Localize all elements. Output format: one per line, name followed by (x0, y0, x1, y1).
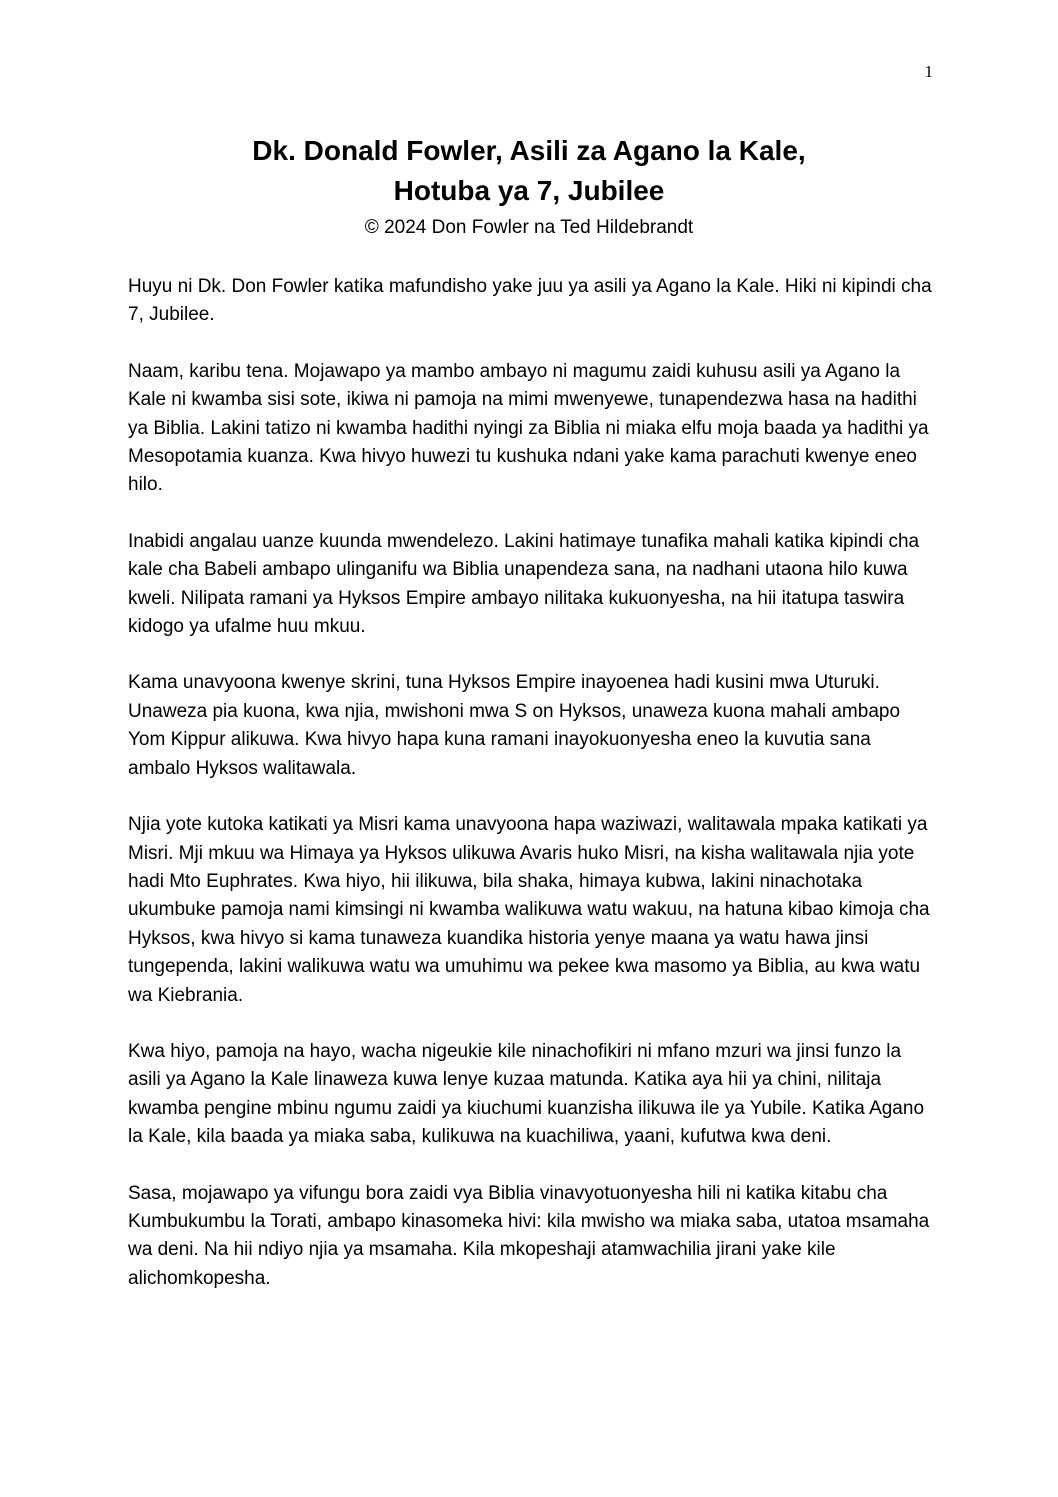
document-title-line-2: Hotuba ya 7, Jubilee (393, 175, 665, 206)
paragraph: Kama unavyoona kwenye skrini, tuna Hyksos Empire inayoenea hadi kusini mwa Uturuki. Unaweza pia kuona, kwa njia, mwishoni mwa S on Hyksos, unaweza kuona mahali ambapo Yom Kippur alikuwa. Kwa hivyo hapa kuna ramani inayokuonyesha eneo la kuvutia sana ambalo Hyksos walitawala. (128, 672, 901, 779)
paragraph: Kwa hiyo, pamoja na hayo, wacha nigeukie kile ninachofikiri ni mfano mzuri wa jinsi funzo la asili ya Agano la Kale linaweza kuwa lenye kuzaa matunda. Katika aya hii ya chini, nilitaja kwamba pengine mbinu ngumu zaidi ya kiuchumi kuanzisha ilikuwa ile ya Yubile. Katika Agano la Kale, kila baada ya miaka saba, kulikuwa na kuachiliwa, yaani, kufutwa kwa deni. (128, 1040, 925, 1148)
paragraph: Inabidi angalau uanze kuunda mwendelezo. Lakini hatimaye tunafika mahali katika kipindi cha kale cha Babeli ambapo ulinganifu wa Biblia unapendeza sana, na nadhani utaona hilo kuwa kweli. Nilipata ramani ya Hyksos Empire ambayo nilitaka kukuonyesha, na hii itatupa taswira kidogo ya ufalme huu mkuu. (128, 530, 920, 638)
document-title-line-1: Dk. Donald Fowler, Asili za Agano la Kale, (252, 135, 806, 166)
paragraph: Sasa, mojawapo ya vifungu bora zaidi vya Biblia vinavyotuonyesha hili ni katika kitabu cha Kumbukumbu la Torati, ambapo kinasomeka hivi: kila mwisho wa miaka saba, utatoa msamaha wa deni. Na hii ndiyo njia ya msamaha. Kila mkopeshaji atamwachilia jirani yake kile alichomkopesha. (128, 1182, 930, 1289)
page-number: 1 (924, 62, 933, 81)
paragraph: Naam, karibu tena. Mojawapo ya mambo ambayo ni magumu zaidi kuhusu asili ya Agano la Kale ni kwamba sisi sote, ikiwa ni pamoja na mimi mwenyewe, tunapendezwa hasa na hadithi ya Biblia. Lakini tatizo ni kwamba hadithi nyingi za Biblia ni miaka elfu moja baada ya hadithi ya Mesopotamia kuanza. Kwa hivyo huwezi tu kushuka ndani yake kama parachuti kwenye eneo hilo. (128, 360, 929, 496)
copyright-notice: © 2024 Don Fowler na Ted Hildebrandt (364, 217, 694, 238)
document-header (0, 131, 1058, 243)
paragraph-intro: Huyu ni Dk. Don Fowler katika mafundisho yake juu ya asili ya Agano la Kale. Hiki ni kipindi cha 7, Jubilee. (128, 276, 932, 326)
paragraph: Njia yote kutoka katikati ya Misri kama unavyoona hapa waziwazi, walitawala mpaka katikati ya Misri. Mji mkuu wa Himaya ya Hyksos ulikuwa Avaris huko Misri, na kisha walitawala njia yote hadi Mto Euphrates. Kwa hiyo, hii ilikuwa, bila shaka, himaya kubwa, lakini ninachotaka ukumbuke pamoja nami kimsingi ni kwamba walikuwa watu wakuu, na hatuna kibao kimoja cha Hyksos, kwa hivyo si kama tunaweza kuandika historia yenye maana ya watu hawa jinsi tungependa, lakini walikuwa watu wa umuhimu wa pekee kwa masomo ya Biblia, au kwa watu wa Kiebrania. (128, 814, 930, 1006)
document-body (128, 273, 938, 1321)
